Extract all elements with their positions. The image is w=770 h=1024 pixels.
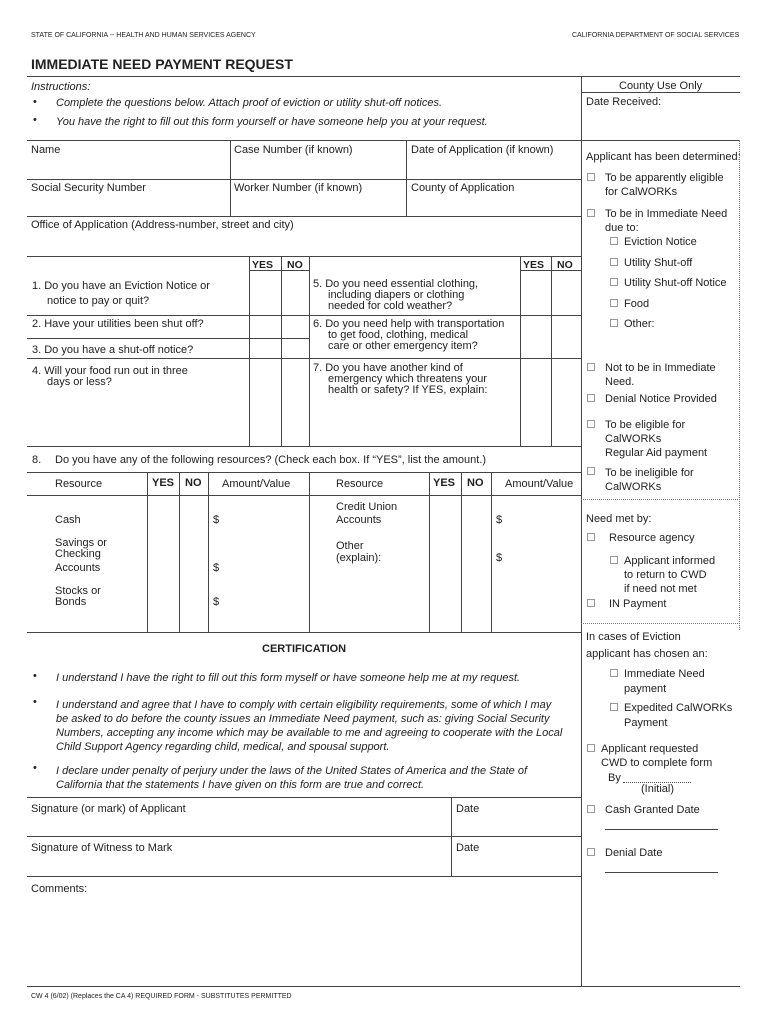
county-use-heading: County Use Only	[619, 80, 703, 92]
resource-yes-right: YES	[433, 477, 456, 489]
question-8-number: 8.	[32, 454, 42, 466]
rule-county-eviction	[581, 623, 740, 624]
question-7-line-1: 7. Do you have another kind of	[313, 362, 463, 374]
county-of-application-label: County of Application	[411, 182, 515, 194]
cash-currency: $	[213, 514, 220, 526]
witness-date-label: Date	[456, 842, 480, 854]
denial-date-field[interactable]	[605, 858, 718, 872]
yes-col-right-1	[520, 256, 521, 446]
denial-date-line	[605, 872, 718, 873]
worker-number-label: Worker Number (if known)	[234, 182, 363, 194]
certification-statement-2-line-3: Numbers, accepting any income which may be available to me and agreeing to cooperate with the Local	[56, 727, 563, 739]
instructions-heading: Instructions:	[31, 81, 91, 93]
expedited-line-1: Expedited CalWORKs	[624, 702, 733, 714]
res-col-6	[491, 472, 492, 632]
determined-label: Applicant has been determined:	[586, 151, 741, 163]
question-5-line-1: 5. Do you need essential clothing,	[313, 278, 479, 290]
agency-right: CALIFORNIA DEPARTMENT OF SOCIAL SERVICES	[572, 32, 740, 39]
county-of-application-field[interactable]	[408, 195, 578, 215]
other-currency: $	[496, 552, 503, 564]
checkbox-applicant-requested[interactable]	[587, 744, 595, 752]
rule-resources-bottom	[27, 632, 581, 633]
initial-label: (Initial)	[641, 783, 675, 795]
expedited-line-2: Payment	[624, 717, 668, 729]
not-immediate-line-2: Need.	[605, 376, 635, 388]
question-4-line-2: days or less?	[47, 376, 112, 388]
agency-left: STATE OF CALIFORNIA -- HEALTH AND HUMAN SERVICES AGENCY	[31, 32, 256, 39]
credit-amount-field[interactable]	[505, 510, 579, 526]
date-of-application-label: Date of Application (if known)	[411, 144, 554, 156]
rule-signature-top	[27, 797, 581, 798]
applicant-date-field[interactable]	[454, 816, 578, 836]
instruction-item-1: Complete the questions below. Attach proof of eviction or utility shut-off notices.	[56, 97, 443, 109]
checkbox-food[interactable]	[610, 299, 618, 307]
not-immediate-line-1: Not to be in Immediate	[605, 362, 716, 374]
eviction-case-line-2: applicant has chosen an:	[586, 648, 708, 660]
q1-no[interactable]	[283, 274, 307, 312]
resource-yes-left: YES	[152, 477, 175, 489]
initial-field[interactable]	[623, 768, 691, 782]
q4-no[interactable]	[283, 360, 307, 444]
checkbox-apparently-eligible[interactable]	[587, 173, 595, 181]
resource-stocks-2: Bonds	[55, 596, 87, 608]
question-6-line-1: 6. Do you need help with transportation	[313, 318, 505, 330]
res-col-3	[208, 472, 209, 632]
checkbox-utility-shutoff[interactable]	[610, 258, 618, 266]
question-7-line-3: health or safety? If YES, explain:	[328, 384, 488, 396]
apparently-eligible-line-1: To be apparently eligible	[605, 172, 724, 184]
res-col-5	[461, 472, 462, 632]
instructions-bullet-2: •	[33, 114, 37, 126]
certification-statement-1: I understand I have the right to fill out this form myself or have someone help me at my request.	[56, 672, 521, 684]
office-label: Office of Application (Address-number, street and city)	[31, 219, 294, 231]
question-6-line-3: care or other emergency item?	[328, 340, 478, 352]
question-7-line-2: emergency which threatens your	[328, 373, 487, 385]
apparently-eligible-line-2: for CalWORKs	[605, 186, 678, 198]
name-label: Name	[31, 144, 61, 156]
question-4-line-1: 4. Will your food run out in three	[32, 365, 188, 377]
other-amount-field[interactable]	[505, 548, 579, 564]
resource-cash: Cash	[55, 514, 81, 526]
instructions-bullet-1: •	[33, 96, 37, 108]
question-8-text: Do you have any of the following resources? (Check each box. If “YES”, list the amount.)	[55, 454, 487, 466]
informed-line-1: Applicant informed	[624, 555, 716, 567]
checkbox-denial-notice[interactable]	[587, 394, 595, 402]
q4-yes[interactable]	[251, 360, 279, 444]
no-header-left: NO	[287, 259, 303, 271]
question-2: 2. Have your utilities been shut off?	[32, 318, 204, 330]
certification-statement-2-line-4: Child Support Agency regarding child, medical, and spousal support.	[56, 741, 390, 753]
applicant-date-label: Date	[456, 803, 480, 815]
office-field[interactable]	[28, 233, 578, 253]
resource-amount-left: Amount/Value	[222, 478, 291, 490]
resource-other-2: (explain):	[336, 552, 382, 564]
food-label: Food	[624, 298, 650, 310]
cash-granted-date-field[interactable]	[605, 815, 718, 829]
rule-signature-mid	[27, 836, 581, 837]
imm-need-payment-line-2: payment	[624, 683, 667, 695]
resource-savings-3: Accounts	[55, 562, 101, 574]
county-right-edge	[739, 140, 740, 630]
question-1-line-1: 1. Do you have an Eviction Notice or	[32, 280, 210, 292]
checkbox-ineligible-calworks[interactable]	[587, 467, 595, 475]
questions-center-divider	[309, 256, 310, 446]
eviction-case-line-1: In cases of Eviction	[586, 631, 681, 643]
requested-line-1: Applicant requested	[601, 743, 699, 755]
other-reason-label: Other:	[624, 318, 655, 330]
certification-statement-3-line-2: California that the statements I have given on this form are true and correct.	[56, 779, 425, 791]
cert-bullet-1: •	[33, 670, 37, 682]
checkbox-not-immediate[interactable]	[587, 363, 595, 371]
date-received-field[interactable]	[584, 109, 738, 139]
checkbox-cash-granted[interactable]	[587, 805, 595, 813]
rule-county-heading	[581, 92, 740, 93]
immediate-need-line-1: To be in Immediate Need	[605, 208, 728, 220]
rule-q8-top	[27, 446, 581, 447]
rule-signature-bottom	[27, 876, 581, 877]
checkbox-resource-agency[interactable]	[587, 533, 595, 541]
cash-amount-field[interactable]	[222, 510, 306, 526]
rule-fields-top	[27, 140, 581, 141]
rule-top	[27, 76, 740, 77]
q5-no[interactable]	[553, 274, 579, 312]
resource-no-right: NO	[467, 477, 484, 489]
certification-heading: CERTIFICATION	[262, 643, 347, 655]
yes-header-right: YES	[523, 259, 545, 271]
res-col-center	[309, 472, 310, 632]
credit-currency: $	[496, 514, 503, 526]
resource-header-left: Resource	[55, 478, 103, 490]
question-6-line-2: to get food, clothing, medical	[328, 329, 469, 341]
rule-county-date	[581, 140, 740, 141]
checkbox-denial-date[interactable]	[587, 848, 595, 856]
rule-fields-bottom	[27, 216, 581, 217]
ineligible-line-1: To be ineligible for	[605, 467, 694, 479]
q7-yes[interactable]	[522, 360, 549, 444]
rule-questions-top	[27, 256, 581, 257]
checkbox-immediate-need[interactable]	[587, 209, 595, 217]
witness-signature-label: Signature of Witness to Mark	[31, 842, 173, 854]
denial-notice-label: Denial Notice Provided	[605, 393, 717, 405]
yes-col-left-2	[281, 256, 282, 446]
need-met-label: Need met by:	[586, 513, 652, 525]
resource-other-1: Other	[336, 540, 364, 552]
checkbox-utility-notice[interactable]	[610, 278, 618, 286]
question-5-line-3: needed for cold weather?	[328, 300, 453, 312]
case-number-label: Case Number (if known)	[234, 144, 353, 156]
rule-resources-header	[27, 495, 581, 496]
informed-line-2: to return to CWD	[624, 569, 707, 581]
question-3: 3. Do you have a shut-off notice?	[32, 344, 194, 356]
imm-need-payment-line-1: Immediate Need	[624, 668, 705, 680]
utility-shutoff-label: Utility Shut-off	[624, 257, 693, 269]
resource-savings-2: Checking	[55, 548, 101, 560]
witness-signature-field[interactable]	[28, 855, 448, 875]
resource-no-left: NO	[185, 477, 202, 489]
question-5-line-2: including diapers or clothing	[328, 289, 465, 301]
checkbox-immediate-need-payment[interactable]	[610, 669, 618, 677]
ssn-label: Social Security Number	[31, 182, 146, 194]
date-received-label: Date Received:	[586, 96, 662, 108]
form-id: CW 4 (6/02) (Replaces the CA 4) REQUIRED FORM - SUBSTITUTES PERMITTED	[31, 993, 292, 1000]
certification-statement-2-line-2: be asked to do before the county issues an Immediate Need payment, such as: giving Social Security	[56, 713, 550, 725]
informed-line-3: if need not met	[624, 583, 697, 595]
ssn-field[interactable]	[28, 195, 228, 215]
eligible-line-2: CalWORKs	[605, 433, 662, 445]
eviction-notice-label: Eviction Notice	[624, 236, 697, 248]
utility-notice-label: Utility Shut-off Notice	[624, 277, 727, 289]
cert-bullet-3: •	[33, 762, 37, 774]
ineligible-line-2: CalWORKs	[605, 481, 662, 493]
question-1-line-2: notice to pay or quit?	[47, 295, 150, 307]
resource-stocks-1: Stocks or	[55, 585, 101, 597]
stocks-amount-field[interactable]	[222, 592, 306, 608]
certification-statement-3-line-1: I declare under penalty of perjury under the laws of the United States of America and the State of	[56, 765, 528, 777]
eligible-line-1: To be eligible for	[605, 419, 686, 431]
eligible-line-3: Regular Aid payment	[605, 447, 708, 459]
witness-date-field[interactable]	[454, 855, 578, 875]
cash-granted-line	[605, 829, 718, 830]
county-column-divider	[581, 76, 582, 986]
case-number-field[interactable]	[231, 157, 403, 177]
checkbox-eviction-notice[interactable]	[610, 237, 618, 245]
requested-line-2: CWD to complete form	[601, 757, 713, 769]
yes-col-left-1	[249, 256, 250, 446]
resource-savings-1: Savings or	[55, 537, 107, 549]
denial-date-label: Denial Date	[605, 847, 663, 859]
comments-label: Comments:	[31, 883, 88, 895]
q5-yes[interactable]	[522, 274, 549, 312]
cert-bullet-2: •	[33, 696, 37, 708]
yes-header-left: YES	[252, 259, 274, 271]
worker-number-field[interactable]	[231, 195, 403, 215]
savings-currency: $	[213, 562, 220, 574]
rule-bottom	[27, 986, 740, 987]
applicant-signature-field[interactable]	[28, 816, 448, 836]
no-header-right: NO	[557, 259, 573, 271]
resource-header-right: Resource	[336, 478, 384, 490]
rule-q-3	[27, 358, 581, 359]
in-payment-label: IN Payment	[609, 598, 667, 610]
rule-resources-top	[27, 472, 581, 473]
checkbox-in-payment[interactable]	[587, 599, 595, 607]
resource-amount-right: Amount/Value	[505, 478, 574, 490]
savings-amount-field[interactable]	[222, 558, 306, 574]
checkbox-other-reason[interactable]	[610, 319, 618, 327]
rule-q-2	[27, 338, 309, 339]
res-col-4	[429, 472, 430, 632]
res-col-1	[147, 472, 148, 632]
form-title: IMMEDIATE NEED PAYMENT REQUEST	[31, 56, 293, 72]
rule-county-need-met	[581, 499, 740, 500]
res-col-2	[179, 472, 180, 632]
stocks-currency: $	[213, 596, 220, 608]
rule-fields-mid	[27, 179, 581, 180]
checkbox-applicant-informed[interactable]	[610, 556, 618, 564]
cash-granted-label: Cash Granted Date	[605, 804, 700, 816]
by-label: By	[608, 772, 621, 784]
instruction-item-2: You have the right to fill out this form yourself or have someone help you at your request.	[56, 116, 488, 128]
name-field[interactable]	[28, 157, 228, 177]
immediate-need-line-2: due to:	[605, 222, 639, 234]
resource-credit-1: Credit Union	[336, 501, 398, 513]
date-of-application-field[interactable]	[408, 157, 578, 177]
checkbox-eligible-calworks[interactable]	[587, 420, 595, 428]
resource-agency-label: Resource agency	[609, 532, 695, 544]
resource-credit-2: Accounts	[336, 514, 382, 526]
certification-statement-2-line-1: I understand and agree that I have to comply with certain eligibility requirements, some of which I may	[56, 699, 552, 711]
q7-no[interactable]	[553, 360, 579, 444]
comments-field[interactable]	[28, 897, 578, 982]
yes-col-right-2	[551, 256, 552, 446]
applicant-signature-label: Signature (or mark) of Applicant	[31, 803, 186, 815]
checkbox-expedited-calworks[interactable]	[610, 703, 618, 711]
rule-q-1	[27, 315, 581, 316]
q1-yes[interactable]	[251, 274, 279, 312]
